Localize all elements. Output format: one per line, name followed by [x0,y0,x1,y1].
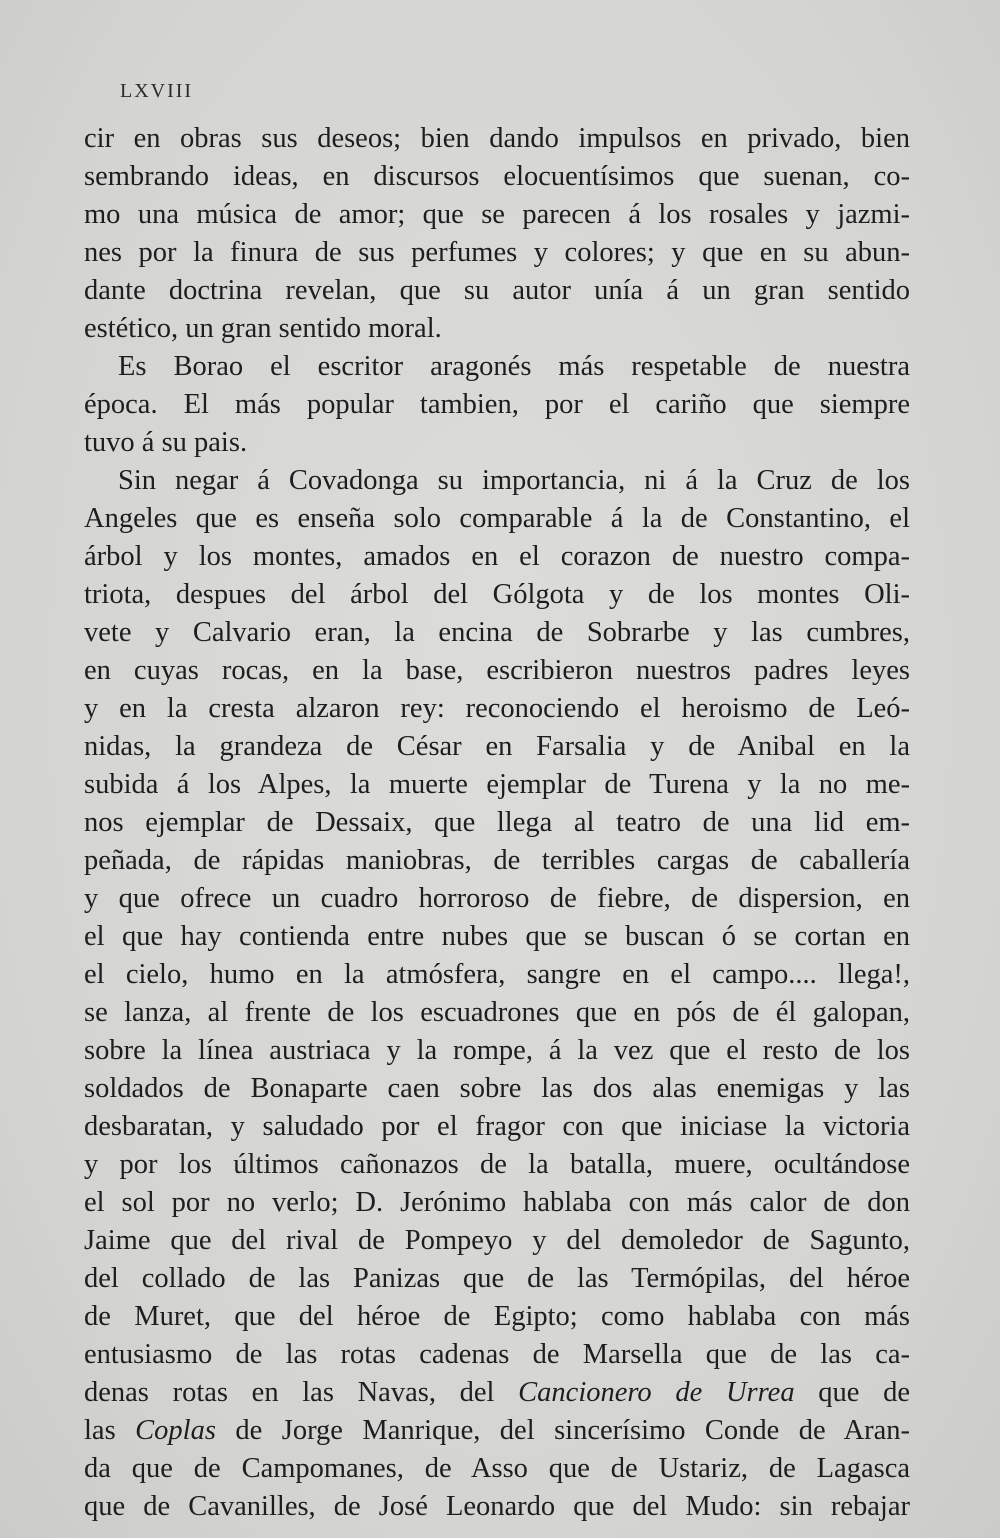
text-line: dante doctrina revelan, que su autor unía á un gran sentido [84,275,910,306]
text-line: nes por la finura de sus perfumes y colores; y que en su abun- [84,237,910,268]
text-line: el sol por no verlo; D. Jerónimo hablaba con más calor de don [84,1187,910,1218]
text-line: Jaime que del rival de Pompeyo y del demoledor de Sagunto, [84,1225,910,1256]
text-line: mo una música de amor; que se parecen á los rosales y jazmi- [84,199,910,230]
text-line: subida á los Alpes, la muerte ejemplar de Turena y la no me- [84,769,910,800]
text-line: y que ofrece un cuadro horroroso de fiebre, de dispersion, en [84,883,910,914]
text-line: Sin negar á Covadonga su importancia, ni á la Cruz de los [118,465,910,496]
text-line: da que de Campomanes, de Asso que de Ustariz, de Lagasca [84,1453,910,1484]
text-line: entusiasmo de las rotas cadenas de Marsella que de las ca- [84,1339,910,1370]
text-line [84,1374,910,1412]
text-line: soldados de Bonaparte caen sobre las dos alas enemigas y las [84,1073,910,1104]
text-segment: de Jorge Manrique, del sincerísimo Conde de Aran- [235,1415,911,1446]
text-segment: denas rotas en las Navas, del [84,1377,495,1408]
text-line: se lanza, al frente de los escuadrones que en pós de él galopan, [84,997,910,1028]
text-line: vete y Calvario eran, la encina de Sobrarbe y las cumbres, [84,617,910,648]
text-line: sembrando ideas, en discursos elocuentísimos que suenan, co- [84,161,910,192]
text-line: y en la cresta alzaron rey: reconociendo el heroismo de Leó- [84,693,910,724]
text-line: tuvo á su pais. [84,427,248,458]
text-line: de Muret, que del héroe de Egipto; como hablaba con más [84,1301,910,1332]
text-line: nos ejemplar de Dessaix, que llega al teatro de una lid em- [84,807,910,838]
italic-title: Cancionero de Urrea [518,1377,795,1408]
text-line: peñada, de rápidas maniobras, de terribles cargas de caballería [84,845,910,876]
text-line: el cielo, humo en la atmósfera, sangre en el campo.... llega!, [84,959,910,990]
text-line: en cuyas rocas, en la base, escribieron nuestros padres leyes [84,655,910,686]
text-line: cir en obras sus deseos; bien dando impulsos en privado, bien [84,123,910,154]
text-line: estético, un gran sentido moral. [84,313,442,344]
text-line: el que hay contienda entre nubes que se buscan ó se cortan en [84,921,910,952]
text-line: árbol y los montes, amados en el corazon de nuestro compa- [84,541,910,572]
page-number: LXVIII [120,80,194,102]
text-line: y por los últimos cañonazos de la batalla, muere, ocultándose [84,1149,910,1180]
text-segment: las [84,1415,116,1446]
text-line: época. El más popular tambien, por el cariño que siempre [84,389,910,420]
text-line: sobre la línea austriaca y la rompe, á la vez que el resto de los [84,1035,910,1066]
italic-title: Coplas [135,1415,216,1446]
text-line: Es Borao el escritor aragonés más respetable de nuestra [118,351,910,382]
text-segment: que de [818,1377,911,1408]
text-line: que de Cavanilles, de José Leonardo que del Mudo: sin rebajar [84,1491,910,1522]
text-line [84,1412,910,1450]
text-line: triota, despues del árbol del Gólgota y de los montes Oli- [84,579,910,610]
text-line: nidas, la grandeza de César en Farsalia y de Anibal en la [84,731,910,762]
text-line: del collado de las Panizas que de las Termópilas, del héroe [84,1263,910,1294]
text-line: Angeles que es enseña solo comparable á la de Constantino, el [84,503,910,534]
text-line: desbaratan, y saludado por el fragor con que iniciase la victoria [84,1111,910,1142]
